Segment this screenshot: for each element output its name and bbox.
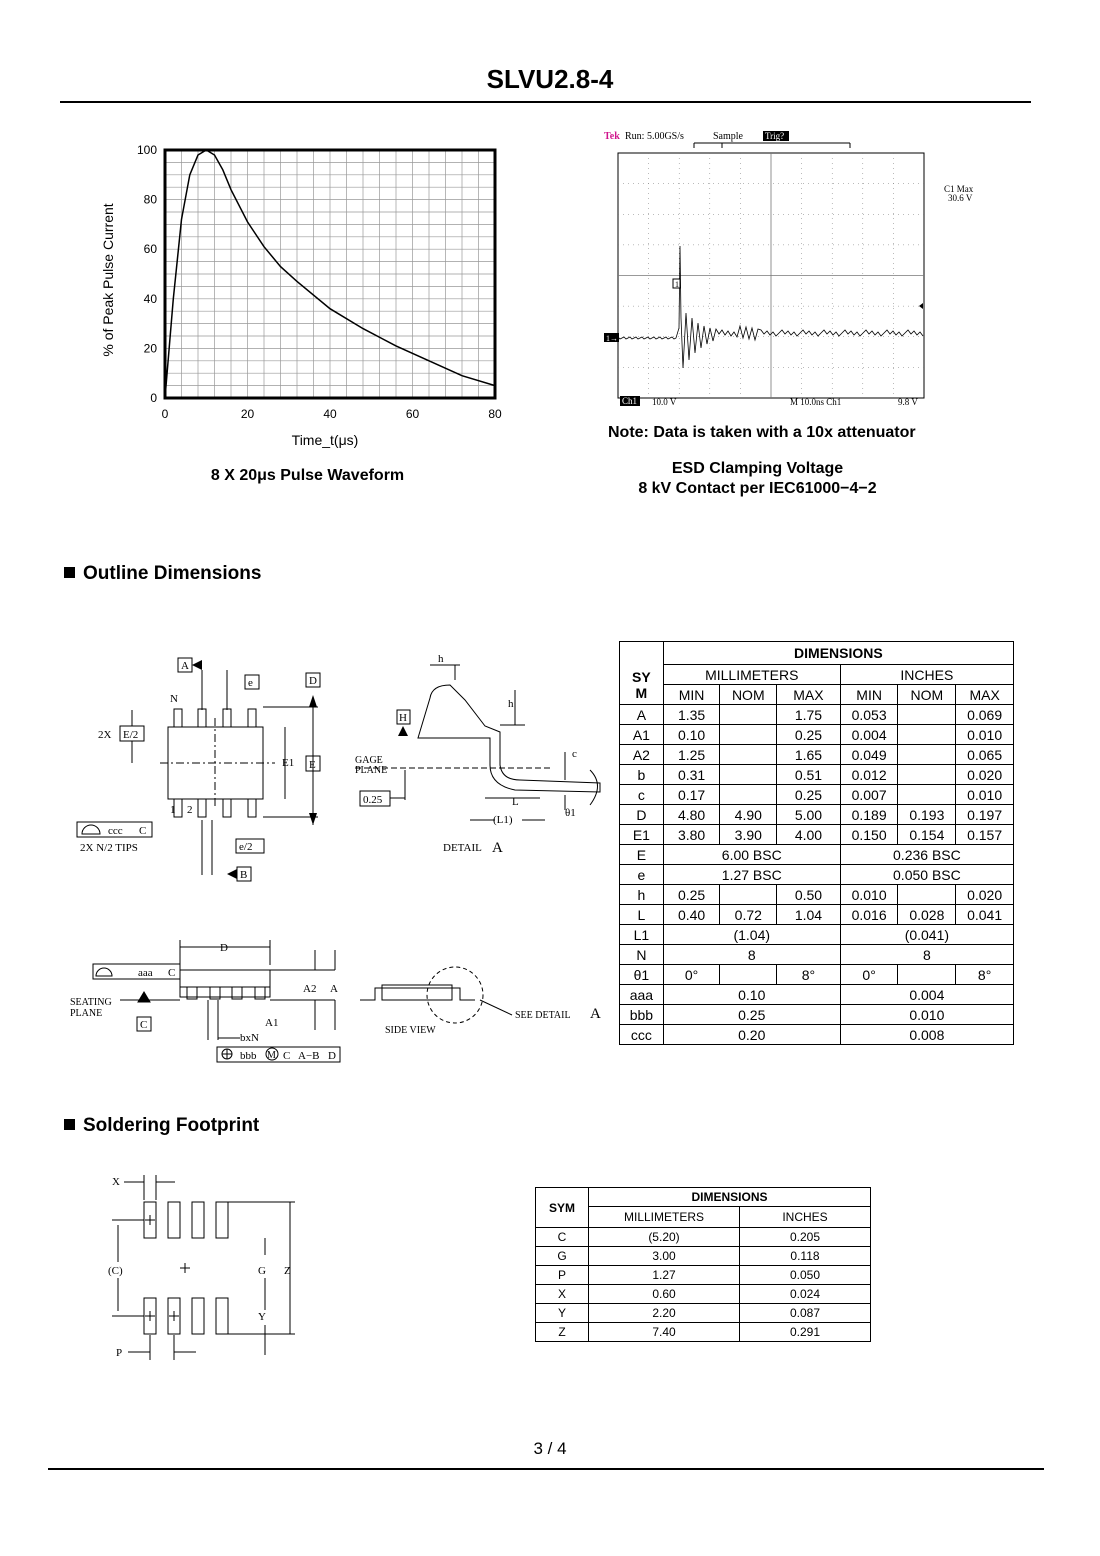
cell: 6.00 BSC <box>663 845 840 865</box>
table-row <box>536 1188 871 1207</box>
ccc-datum-label: C <box>139 825 147 837</box>
pulse-grid <box>165 150 495 398</box>
sym-label-bottom: M <box>620 685 664 705</box>
cell: 0.118 <box>740 1247 871 1266</box>
cell: 0.154 <box>898 825 956 845</box>
scope-trig: Trig? <box>765 131 785 141</box>
footprint-title-text: Soldering Footprint <box>83 1115 260 1136</box>
scope-run: Run: 5.00GS/s <box>625 131 684 142</box>
cell: 0.20 <box>663 1025 840 1045</box>
fp-sym-header: SYM <box>536 1188 589 1228</box>
cmax-value: 30.6 V <box>948 193 973 203</box>
y-tick-label: 100 <box>136 143 157 157</box>
x-tick-label: 20 <box>240 407 255 421</box>
cell: c <box>620 785 664 805</box>
theta-label: θ1 <box>565 807 576 819</box>
cell: 0° <box>840 965 898 985</box>
front-view-body <box>180 970 270 987</box>
ch1-scale: 10.0 V <box>652 397 677 407</box>
dimensions-header: DIMENSIONS <box>663 642 1013 665</box>
table-row <box>620 1005 1014 1025</box>
scope-trace <box>618 246 923 368</box>
fp-y-label: Y <box>258 1311 266 1323</box>
side-view-body <box>382 985 452 1000</box>
two-x-label: 2X <box>98 729 112 741</box>
ch1-badge-label: Ch1 <box>622 396 638 406</box>
millimeters-header: MILLIMETERS <box>663 665 840 685</box>
cell <box>720 705 777 725</box>
scope-grid <box>618 153 924 398</box>
x-tick-labels <box>162 407 502 421</box>
datum-h-label: H <box>399 712 407 724</box>
scope-timebase: M 10.0ns Ch1 <box>790 397 842 407</box>
pin-n-label: N <box>170 693 178 705</box>
cell: 0.157 <box>956 825 1014 845</box>
table-row <box>620 765 1014 785</box>
pin-2-label: 2 <box>187 804 193 816</box>
cell: 0.291 <box>740 1323 871 1342</box>
x-axis-label: Time_t(μs) <box>291 432 359 448</box>
bbb-frame <box>217 1047 340 1062</box>
cell: 0.25 <box>663 1005 840 1025</box>
cell: 0.016 <box>840 905 898 925</box>
cell: h <box>620 885 664 905</box>
datum-d-label: D <box>309 675 317 687</box>
cell: 0.189 <box>840 805 898 825</box>
table-row <box>620 1025 1014 1045</box>
cell: 0.25 <box>777 725 841 745</box>
cell: 0.010 <box>956 785 1014 805</box>
scope-note: Note: Data is taken with a 10x attenuator <box>608 424 916 441</box>
fp-z-label: Z <box>284 1265 291 1277</box>
cell: 0.17 <box>663 785 720 805</box>
cell: 8 <box>663 945 840 965</box>
outline-title-text: Outline Dimensions <box>83 563 262 584</box>
cell: 8° <box>956 965 1014 985</box>
cell: 0.004 <box>840 725 898 745</box>
bxn-label: bxN <box>240 1032 259 1044</box>
cell: 2.20 <box>589 1304 740 1323</box>
pitch-e-label: e <box>248 677 253 689</box>
cell: 0.193 <box>898 805 956 825</box>
scope-brand: Tek <box>604 131 620 142</box>
h-right-label: h <box>508 698 514 710</box>
cell: 4.90 <box>720 805 777 825</box>
cell: A2 <box>620 745 664 765</box>
cell: E <box>620 845 664 865</box>
outline-drawing <box>60 640 610 1070</box>
table-row <box>536 1228 871 1247</box>
table-row <box>620 885 1014 905</box>
footer-divider <box>48 1468 1044 1470</box>
trigger-level: 9.8 V <box>898 397 918 407</box>
see-detail-a-label: A <box>590 1006 601 1022</box>
c-label: c <box>572 748 577 760</box>
table-row <box>536 1304 871 1323</box>
cell: Y <box>536 1304 589 1323</box>
x-tick-label: 40 <box>323 407 337 421</box>
tips-label: 2X N/2 TIPS <box>80 842 138 854</box>
cell: 8 <box>840 945 1013 965</box>
cell: θ1 <box>620 965 664 985</box>
y-axis-label: % of Peak Pulse Current <box>100 203 116 357</box>
cell: N <box>620 945 664 965</box>
l1-label: (L1) <box>493 814 513 826</box>
cell: 0.007 <box>840 785 898 805</box>
cell: 0.25 <box>777 785 841 805</box>
cell: C <box>536 1228 589 1247</box>
cell: 3.90 <box>720 825 777 845</box>
a-height-label: A <box>330 983 338 995</box>
table-row <box>536 1247 871 1266</box>
cell: bbb <box>620 1005 664 1025</box>
table-row <box>620 965 1014 985</box>
table-row <box>620 925 1014 945</box>
side-view-label: SIDE VIEW <box>385 1025 436 1036</box>
inches-header: INCHES <box>840 665 1013 685</box>
ground-marker-label: 1→ <box>606 334 618 343</box>
cell: X <box>536 1285 589 1304</box>
see-detail-label: SEE DETAIL <box>515 1010 571 1021</box>
sym-header-top <box>620 642 664 665</box>
cell: 0.069 <box>956 705 1014 725</box>
y-tick-labels <box>137 143 157 405</box>
table-row <box>620 725 1014 745</box>
datum-c-label: C <box>140 1019 148 1031</box>
cell: 0.40 <box>663 905 720 925</box>
h-top-label: h <box>438 653 444 665</box>
marker-1: 1 <box>675 280 679 289</box>
cell <box>720 785 777 805</box>
x-tick-label: 80 <box>488 407 502 421</box>
ccc-label: ccc <box>108 825 123 837</box>
cell: 0.004 <box>840 985 1013 1005</box>
front-d-label: D <box>220 942 228 954</box>
cell <box>720 745 777 765</box>
seating-label: SEATING <box>70 997 112 1008</box>
gage-label: GAGE <box>355 755 383 766</box>
cell: 1.27 <box>589 1266 740 1285</box>
fp-p-label: P <box>116 1347 123 1359</box>
bbb-c-label: C <box>283 1050 291 1062</box>
table-row <box>620 745 1014 765</box>
cell: 0.10 <box>663 725 720 745</box>
e-label: E <box>309 759 316 771</box>
cell: 1.75 <box>777 705 841 725</box>
table-row <box>620 705 1014 725</box>
cell: Z <box>536 1323 589 1342</box>
bullet-icon <box>64 1119 75 1130</box>
pulse-caption: 8 X 20μs Pulse Waveform <box>210 467 405 484</box>
e-half-small-label: e/2 <box>239 841 253 853</box>
outline-section-title <box>64 563 261 585</box>
cell: 0.087 <box>740 1304 871 1323</box>
cell <box>720 965 777 985</box>
bullet-icon <box>64 567 75 578</box>
cell <box>898 725 956 745</box>
fp-x-label: X <box>112 1176 120 1188</box>
cell: 0.25 <box>663 885 720 905</box>
cell: 1.35 <box>663 705 720 725</box>
cell: 4.80 <box>663 805 720 825</box>
gage-plane-label: PLANE <box>355 765 388 776</box>
cell <box>898 965 956 985</box>
cell: 8° <box>777 965 841 985</box>
y-tick-label: 20 <box>143 341 157 356</box>
a2-label: A2 <box>303 983 317 995</box>
sub-header: NOM <box>720 685 777 705</box>
cell <box>720 885 777 905</box>
cell: 0.150 <box>840 825 898 845</box>
cell: 0.60 <box>589 1285 740 1304</box>
detail-a-label: A <box>492 840 503 856</box>
cell: e <box>620 865 664 885</box>
table-row <box>620 905 1014 925</box>
gage-value-label: 0.25 <box>363 794 383 806</box>
table-row <box>620 785 1014 805</box>
cell: (0.041) <box>840 925 1013 945</box>
cell: 0.065 <box>956 745 1014 765</box>
cell: 0.020 <box>956 885 1014 905</box>
fp-g-label: G <box>258 1265 266 1277</box>
cell: 0.024 <box>740 1285 871 1304</box>
cell: 0.012 <box>840 765 898 785</box>
fp-in-header: INCHES <box>740 1207 871 1228</box>
cell: 0.050 <box>740 1266 871 1285</box>
footprint-dimensions-table <box>535 1187 871 1342</box>
cell: 0.010 <box>840 885 898 905</box>
cell: 0° <box>663 965 720 985</box>
scope-caption-line2: 8 kV Contact per IEC61000−4−2 <box>638 480 877 497</box>
cell: A <box>620 705 664 725</box>
y-tick-label: 60 <box>143 242 157 257</box>
fp-mm-header: MILLIMETERS <box>589 1207 740 1228</box>
cell: 0.51 <box>777 765 841 785</box>
footprint-section-title <box>64 1115 259 1137</box>
page-title: SLVU2.8-4 <box>486 64 614 94</box>
cell: D <box>620 805 664 825</box>
table-row <box>620 945 1014 965</box>
cell: 0.197 <box>956 805 1014 825</box>
sub-header: MAX <box>777 685 841 705</box>
cell <box>898 745 956 765</box>
seating-plane-label: PLANE <box>70 1008 103 1019</box>
e-half-label: E/2 <box>123 729 139 741</box>
cell <box>898 885 956 905</box>
scope-caption-line1: ESD Clamping Voltage <box>671 460 844 477</box>
cell: 0.020 <box>956 765 1014 785</box>
table-row <box>536 1266 871 1285</box>
cell: E1 <box>620 825 664 845</box>
cmax-label: C1 Max <box>944 184 974 194</box>
cell: 0.010 <box>840 1005 1013 1025</box>
cell: 4.00 <box>777 825 841 845</box>
y-tick-label: 80 <box>143 192 157 207</box>
scope-capture <box>600 128 1000 413</box>
cell <box>720 725 777 745</box>
l-label: L <box>512 796 519 808</box>
cell: 0.31 <box>663 765 720 785</box>
sub-header: NOM <box>898 685 956 705</box>
cell: (5.20) <box>589 1228 740 1247</box>
table-row <box>536 1285 871 1304</box>
e1-label: E1 <box>282 757 295 769</box>
cell: 1.65 <box>777 745 841 765</box>
cell: 1.25 <box>663 745 720 765</box>
x-tick-label: 60 <box>405 407 420 421</box>
cell: 0.053 <box>840 705 898 725</box>
cell: 1.04 <box>777 905 841 925</box>
cell <box>898 765 956 785</box>
cell: G <box>536 1247 589 1266</box>
aaa-label: aaa <box>138 967 153 979</box>
cell: 0.205 <box>740 1228 871 1247</box>
sub-header: MIN <box>840 685 898 705</box>
cell: P <box>536 1266 589 1285</box>
cell: 3.80 <box>663 825 720 845</box>
fp-dimensions-header: DIMENSIONS <box>589 1188 871 1207</box>
cell: 0.010 <box>956 725 1014 745</box>
sym-label-top: SY <box>620 665 664 685</box>
record-bracket <box>694 143 850 148</box>
cell: 0.50 <box>777 885 841 905</box>
mmc-label: M <box>267 1050 276 1061</box>
table-row <box>620 685 1014 705</box>
cell: 7.40 <box>589 1323 740 1342</box>
x-tick-label: 0 <box>161 407 169 421</box>
cell: L1 <box>620 925 664 945</box>
table-row <box>620 665 1014 685</box>
pulse-chart <box>95 135 515 455</box>
aaa-datum-label: C <box>168 967 176 979</box>
cell: 0.10 <box>663 985 840 1005</box>
sub-header: MIN <box>663 685 720 705</box>
outline-dimensions-table <box>619 641 1014 1045</box>
cell: 0.049 <box>840 745 898 765</box>
datum-b-label: B <box>240 869 248 881</box>
table-row <box>620 985 1014 1005</box>
cell <box>898 785 956 805</box>
scope-mode: Sample <box>713 131 743 142</box>
cell: 0.041 <box>956 905 1014 925</box>
table-row <box>620 845 1014 865</box>
bbb-ab-label: A−B <box>298 1050 320 1062</box>
pin-1-label: 1 <box>170 804 176 816</box>
footprint-drawing <box>100 1170 320 1365</box>
cell <box>720 765 777 785</box>
cell: 3.00 <box>589 1247 740 1266</box>
fp-c-label: (C) <box>108 1265 123 1277</box>
table-row <box>620 825 1014 845</box>
table-row <box>620 642 1014 665</box>
cell: ccc <box>620 1025 664 1045</box>
title-divider <box>60 101 1031 103</box>
trigger-level-arrow <box>919 303 923 309</box>
y-tick-label: 40 <box>143 291 157 306</box>
bbb-label: bbb <box>240 1050 257 1062</box>
bbb-d-label: D <box>328 1050 336 1062</box>
cell: 0.236 BSC <box>840 845 1013 865</box>
page-number: 3 / 4 <box>533 1439 567 1458</box>
table-row <box>536 1323 871 1342</box>
cell: 0.050 BSC <box>840 865 1013 885</box>
cell: 0.028 <box>898 905 956 925</box>
y-tick-label: 0 <box>150 391 157 405</box>
cell: 1.27 BSC <box>663 865 840 885</box>
table-row <box>620 865 1014 885</box>
cell: b <box>620 765 664 785</box>
cell <box>898 705 956 725</box>
cell: (1.04) <box>663 925 840 945</box>
cell: aaa <box>620 985 664 1005</box>
cell: A1 <box>620 725 664 745</box>
cell: L <box>620 905 664 925</box>
cell: 5.00 <box>777 805 841 825</box>
sub-header: MAX <box>956 685 1014 705</box>
table-row <box>620 805 1014 825</box>
datum-a-label: A <box>181 660 189 672</box>
detail-label: DETAIL <box>443 842 482 854</box>
a1-label: A1 <box>265 1017 279 1029</box>
cell: 0.008 <box>840 1025 1013 1045</box>
cell: 0.72 <box>720 905 777 925</box>
